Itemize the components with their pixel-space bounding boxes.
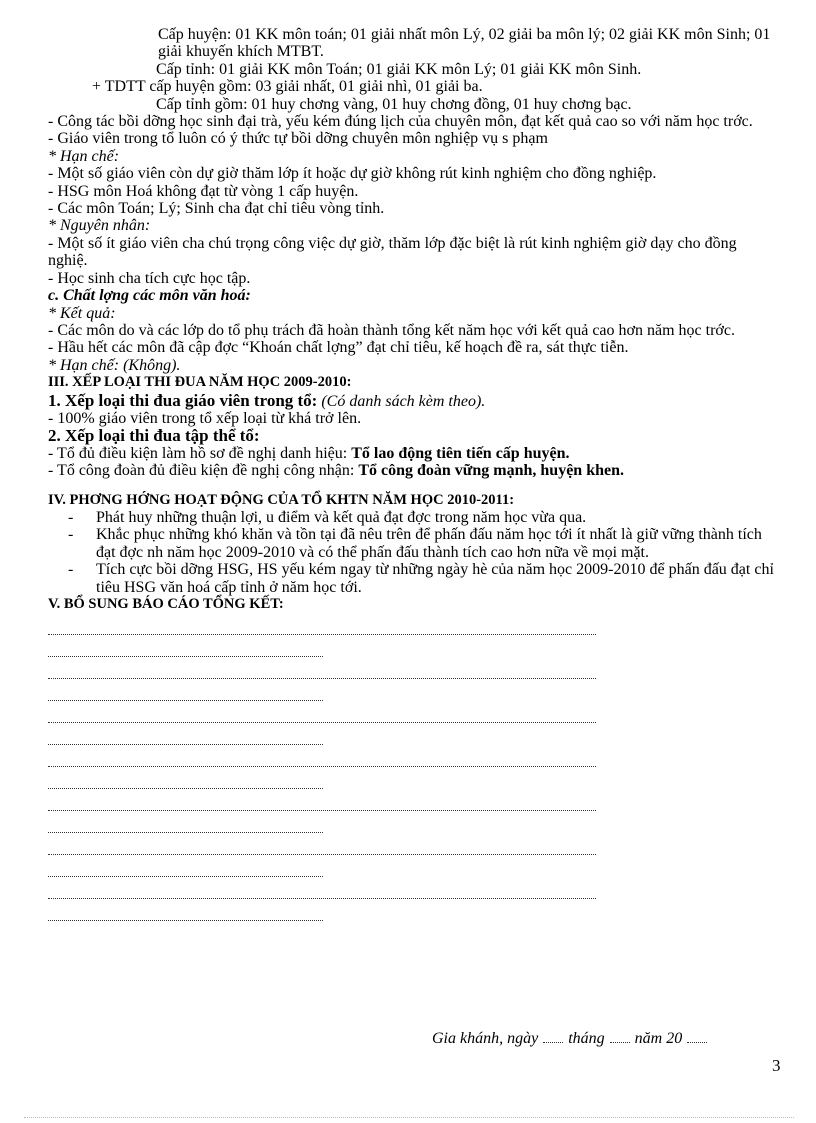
section-v-title: V. BỔ SUNG BÁO CÁO TỔNG KẾT: (48, 596, 284, 612)
month-blank[interactable] (610, 1042, 630, 1043)
line-chu-trong-du-gio: - Một số ít giáo viên cha chú trọng công việc dự giờ, thăm lớp đặc biệt là rút kinh nghiệm giờ dạy cho đồng nghiệ. (48, 234, 737, 270)
heading-nguyen-nhan: * Nguyên nhân: (48, 217, 151, 235)
line-boi-duong-dai-tra: - Công tác bồi dỡng học sinh đại trà, yếu kém đúng lịch của chuyên môn, đạt kết quả cao so với năm học trớc. (48, 113, 753, 131)
line-vong-tinh: - Các môn Toán; Lý; Sinh cha đạt chỉ tiêu vòng tỉnh. (48, 200, 385, 218)
list-item: - Khắc phục những khó khăn và tồn tại đã nêu trên để phấn đấu năm học tới ít nhất là giữ vững thành tích đạt đợc nh năm học 2009-2010 và có thể phấn đấu thành tích cao hơn nữa về mọi mặt. (68, 526, 762, 561)
line-hsg-hoa: - HSG môn Hoá không đạt từ vòng 1 cấp huyện. (48, 182, 359, 200)
dotted-line[interactable] (48, 753, 596, 767)
page-bottom-divider (24, 1117, 794, 1118)
section-iii-title: III. XẾP LOẠI THI ĐUA NĂM HỌC 2009-2010: (48, 374, 352, 391)
line-cap-tinh: Cấp tỉnh: 01 giải KK môn Toán; 01 giải KK môn Lý; 01 giải KK môn Sinh. (156, 60, 642, 78)
dotted-line[interactable] (48, 863, 323, 877)
subheading-tap-the: 2. Xếp loại thi đua tập thể tổ: (48, 426, 260, 446)
line-100-percent: - 100% giáo viên trong tổ xếp loại từ khá trở lên. (48, 409, 362, 427)
line-cap-huyen: Cấp huyện: 01 KK môn toán; 01 giải nhất môn Lý, 02 giải ba môn lý; 02 giải KK môn Sinh; 01 giải khuyến khích MTBT. (158, 26, 771, 61)
line-tdtt-cap-tinh: Cấp tỉnh gồm: 01 huy chơng vàng, 01 huy chơng đồng, 01 huy chơng bạc. (156, 95, 632, 113)
line-khoan-chat-luong: - Hầu hết các môn đã cập đợc “Khoán chất lợng” đạt chỉ tiêu, kế hoạch đề ra, sát thực tiễn. (48, 339, 629, 357)
list-item: - Tích cực bồi dỡng HSG, HS yếu kém ngay từ những ngày hè của năm học 2009-2010 để phấn đấu đạt chỉ tiêu HSG văn hoá cấp tỉnh ở năm học tới. (68, 561, 774, 596)
dotted-line[interactable] (48, 621, 596, 635)
dotted-line[interactable] (48, 841, 596, 855)
dotted-line[interactable] (48, 665, 596, 679)
year-blank[interactable] (687, 1042, 707, 1043)
line-lao-dong-tien-tien: - Tổ đủ điều kiện làm hồ sơ đề nghị danh hiệu: Tổ lao động tiên tiến cấp huyện. (48, 444, 570, 462)
dotted-line[interactable] (48, 687, 323, 701)
heading-ket-qua: * Kết quả: (48, 304, 116, 322)
list-item: - Phát huy những thuận lợi, u điểm và kết quả đạt đợc trong năm học vừa qua. (68, 508, 587, 526)
dotted-line[interactable] (48, 797, 596, 811)
fill-in-area[interactable] (48, 621, 780, 921)
dotted-line[interactable] (48, 775, 323, 789)
line-cong-doan: - Tổ công đoàn đủ điều kiện đề nghị công nhận: Tổ công đoàn vững mạnh, huyện khen. (48, 462, 624, 480)
dotted-line[interactable] (48, 907, 323, 921)
date-signature-line: Gia khánh, ngày tháng năm 20 (432, 1030, 712, 1048)
heading-han-che: * Hạn chế: (48, 147, 120, 165)
dotted-line[interactable] (48, 731, 323, 745)
dotted-line[interactable] (48, 819, 323, 833)
document-body (48, 26, 780, 929)
dotted-line[interactable] (48, 885, 596, 899)
dotted-line[interactable] (48, 643, 323, 657)
line-han-che-khong: * Hạn chế: (Không). (48, 356, 181, 374)
line-du-gio: - Một số giáo viên còn dự giờ thăm lớp ít hoặc dự giờ không rút kinh nghiệm cho đồng nghiệp. (48, 165, 657, 183)
line-hoc-sinh: - Học sinh cha tích cực học tập. (48, 269, 251, 287)
dotted-line[interactable] (48, 709, 596, 723)
subheading-xep-loai-gv: 1. Xếp loại thi đua giáo viên trong tổ: (Có danh sách kèm theo). (48, 390, 486, 410)
day-blank[interactable] (543, 1042, 563, 1043)
line-tong-ket: - Các môn do và các lớp do tổ phụ trách đã hoàn thành tổng kết năm học với kết quả cao hơn năm học trớc. (48, 321, 735, 339)
line-tu-boi-duong: - Giáo viên trong tổ luôn có ý thức tự bồi dỡng chuyên môn nghiệp vụ s phạm (48, 130, 548, 148)
heading-chat-luong: c. Chất lợng các môn văn hoá: (48, 287, 251, 305)
section-iv-title: IV. PHƠNG HỚNG HOẠT ĐỘNG CỦA TỔ KHTN NĂM HỌC 2010-2011: (48, 491, 515, 508)
page-number: 3 (772, 1056, 781, 1075)
line-tdtt: + TDTT cấp huyện gồm: 03 giải nhất, 01 giải nhì, 01 giải ba. (92, 78, 483, 96)
